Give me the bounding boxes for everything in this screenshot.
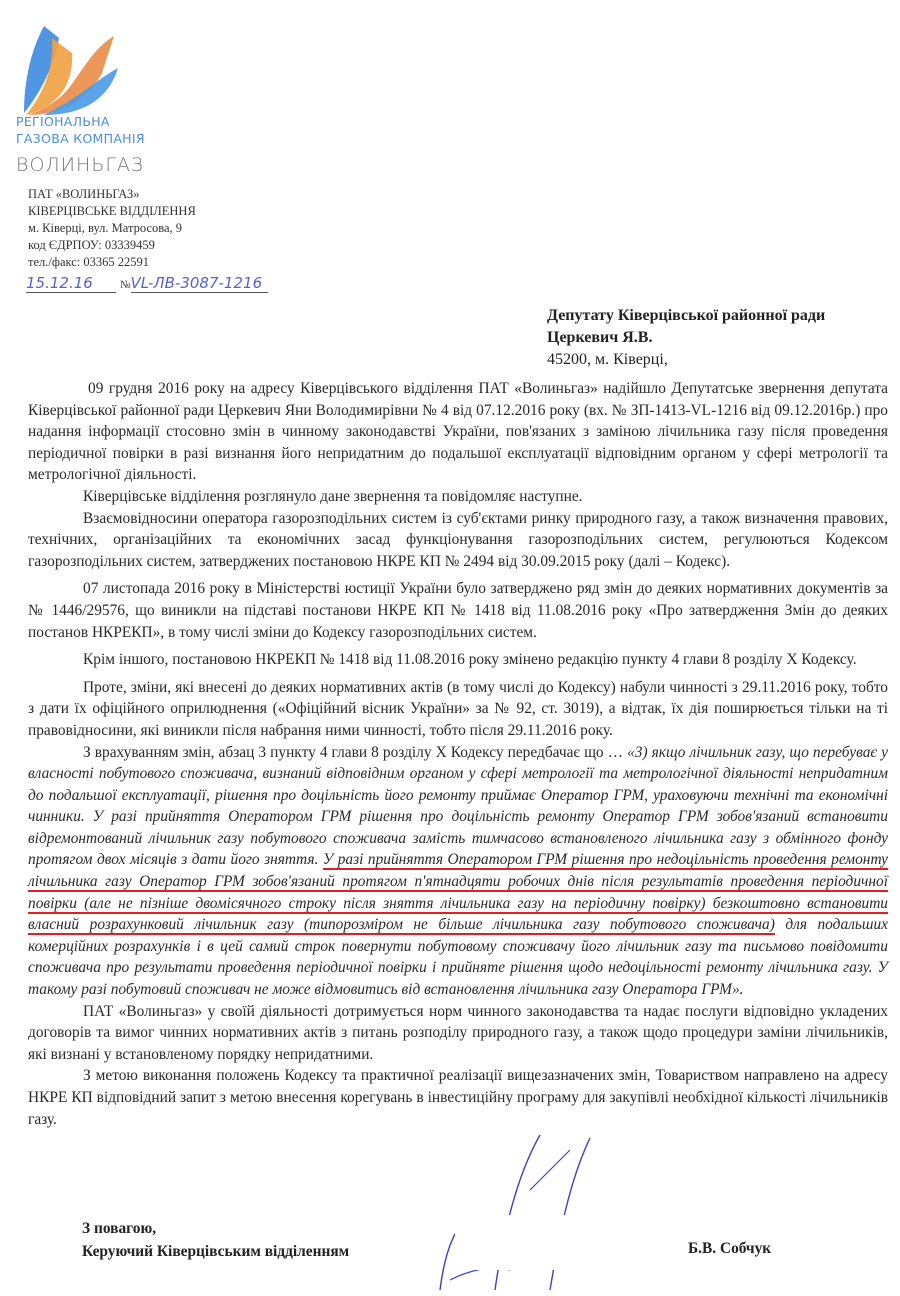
paragraph-4: 07 листопада 2016 року в Міністерстві юстиції України було затверджено ряд змін до деяких нормативних документів за № 1446/29576, що виникли на підставі постанови НКРЕ КП № 1418 від 11.08.2016 року «Про затвердження Змін до деяких постанов НКРЕКП», в тому числі зміни до Кодексу газорозподільних систем. bbox=[28, 580, 888, 641]
brand-name: ВОЛИНЬГАЗ bbox=[16, 154, 145, 176]
paragraph-6: Проте, зміни, які внесені до деяких нормативних актів (в тому числі до Кодексу) набули чинності з 29.11.2016 року, тобто з дати їх офіційного оприлюднення («Офіційний вісник України» за № 92, ст. 3019), а відтак, їх дія поширюється тільки на ті правовідносини, які виникли після набрання ними чинності, тобто після 29.11.2016 року. bbox=[28, 678, 888, 739]
paragraph-2: Ківерцівське відділення розглянуло дане звернення та повідомляє наступне. bbox=[83, 487, 583, 505]
reg-date: 15.12.16 bbox=[26, 274, 116, 293]
paragraph-3: Взаємовідносини оператора газорозподільних систем із суб'єктами ринку природного газу, а також визначення правових, технічних, організаційних та економічних засад функціонування газорозподільних систем, регулюються Кодексом газорозподільних систем, затверджених постановою НКРЕ КП № 2494 від 30.09.2015 року (далі – Кодекс). bbox=[28, 509, 888, 570]
paragraph-5: Крім іншого, постановою НКРЕКП № 1418 від 11.08.2016 року змінено редакцію пункту 4 глави 8 розділу Х Кодексу. bbox=[83, 651, 857, 669]
brand-line-1: РЕГІОНАЛЬНА bbox=[16, 114, 110, 129]
sender-line: тел./факс: 03365 22591 bbox=[28, 255, 150, 269]
addressee-name: Церкевич Я.В. bbox=[547, 329, 653, 346]
closing: З повагою, bbox=[82, 1220, 157, 1237]
addressee-title: Депутату Ківерцівської районної ради bbox=[547, 307, 826, 324]
quote-underlined: У разі прийняття Оператором ГРМ рішення про недоцільність проведення ремонту лічильника газу Оператор ГРМ зобов'язаний протягом п'ятнадцяти робочих днів після результатів проведення періодичної повірки (але не пізніше двомісячного строку після зняття лічильника газу на періодичну повірку) безкоштовно встановити власний розрахунковий лічильник газу (типорозміром не більше лічильника газу побутового споживача) bbox=[28, 851, 889, 934]
addressee-block bbox=[547, 305, 825, 371]
company-logo-icon bbox=[14, 18, 124, 118]
sender-line: КІВЕРЦІВСЬКЕ ВІДДІЛЕННЯ bbox=[28, 204, 196, 218]
quote-part-b: для подальших комерційних розрахунків і в цей самий строк повернути побутовому споживачу його лічильник газу та письмово повідомити споживача про результати проведення періодичної повірки і прийняте рішення щодо недоцільності ремонту лічильника газу. У такому разі побутовий споживач не може відмовитись від встановлення лічильника газу Оператора ГРМ». bbox=[28, 916, 889, 999]
signatory-name: Б.В. Собчук bbox=[688, 1240, 772, 1257]
letter-body bbox=[28, 378, 888, 1130]
signature-block bbox=[82, 1217, 349, 1263]
paragraph-8: ПАТ «Волиньгаз» у своїй діяльності дотримується норм чинного законодавства та надає послуги відповідно укладених договорів та вимог чинних нормативних актів з питань розподілу природного газу, а також щодо процедури заміни лічильників, які визнані у встановленому порядку непридатними. bbox=[28, 1002, 888, 1063]
signatory-position: Керуючий Ківерцівським відділенням bbox=[82, 1243, 350, 1260]
quote-intro: З врахуванням змін, абзац 3 пункту 4 глави 8 розділу Х Кодексу передбачає що … bbox=[83, 743, 628, 761]
brand-line-2: ГАЗОВА КОМПАНІЯ bbox=[16, 131, 145, 146]
registration-stamp bbox=[26, 274, 268, 293]
sender-line: ПАТ «ВОЛИНЬГАЗ» bbox=[28, 187, 140, 201]
paragraph-9: З метою виконання положень Кодексу та практичної реалізації вищезазначених змін, Товариством направлено на адресу НКРЕ КП відповідний запит з метою внесення корегувань в інвестиційну програму для закупівлі необхідної кількості лічильників газу. bbox=[28, 1067, 888, 1128]
handwritten-signature-icon bbox=[410, 1130, 600, 1296]
paragraph-7 bbox=[28, 742, 888, 1001]
signature-redaction bbox=[455, 1215, 670, 1270]
addressee-address: 45200, м. Ківерці, bbox=[547, 351, 668, 368]
reg-number: VL-ЛВ-3087-1216 bbox=[131, 274, 269, 293]
paragraph-1: 09 грудня 2016 року на адресу Ківерцівського відділення ПАТ «Волиньгаз» надійшло Депутатське звернення депутата Ківерцівської районної ради Церкевич Яни Володимирівни № 4 від 07.12.2016 року (вх. № ЗП-1413-VL-1216 від 09.12.2016р.) про надання інформації стосовно змін в чинному законодавстві України, пов'язаних з заміною лічильника газу після проведення періодичної повірки в разі визнання його непридатним до подальшої експлуатації відповідним органом у сфері метрології та метрологічної діяльності. bbox=[28, 380, 888, 484]
sender-line: м. Ківерці, вул. Матросова, 9 bbox=[28, 221, 183, 235]
sender-line: код ЄДРПОУ: 03339459 bbox=[28, 238, 155, 252]
quote-part-a: «3) якщо лічильник газу, що перебуває у власності побутового споживача, визнаний відповідним органом у сфері метрології та метрологічної діяльності непридатним до подальшої експлуатації, рішення про доцільність його ремонту приймає Оператор ГРМ, ураховуючи технічні та економічні чинники. У разі прийняття Оператором ГРМ рішення про доцільність ремонту Оператор ГРМ зобов'язаний встановити відремонтований лічильник газу побутового споживача замість тимчасово встановленого лічильника газу з обмінного фонду протягом двох місяців з дати його зняття. bbox=[28, 743, 888, 869]
reg-no-label: № bbox=[120, 279, 131, 291]
sender-block bbox=[28, 186, 196, 271]
